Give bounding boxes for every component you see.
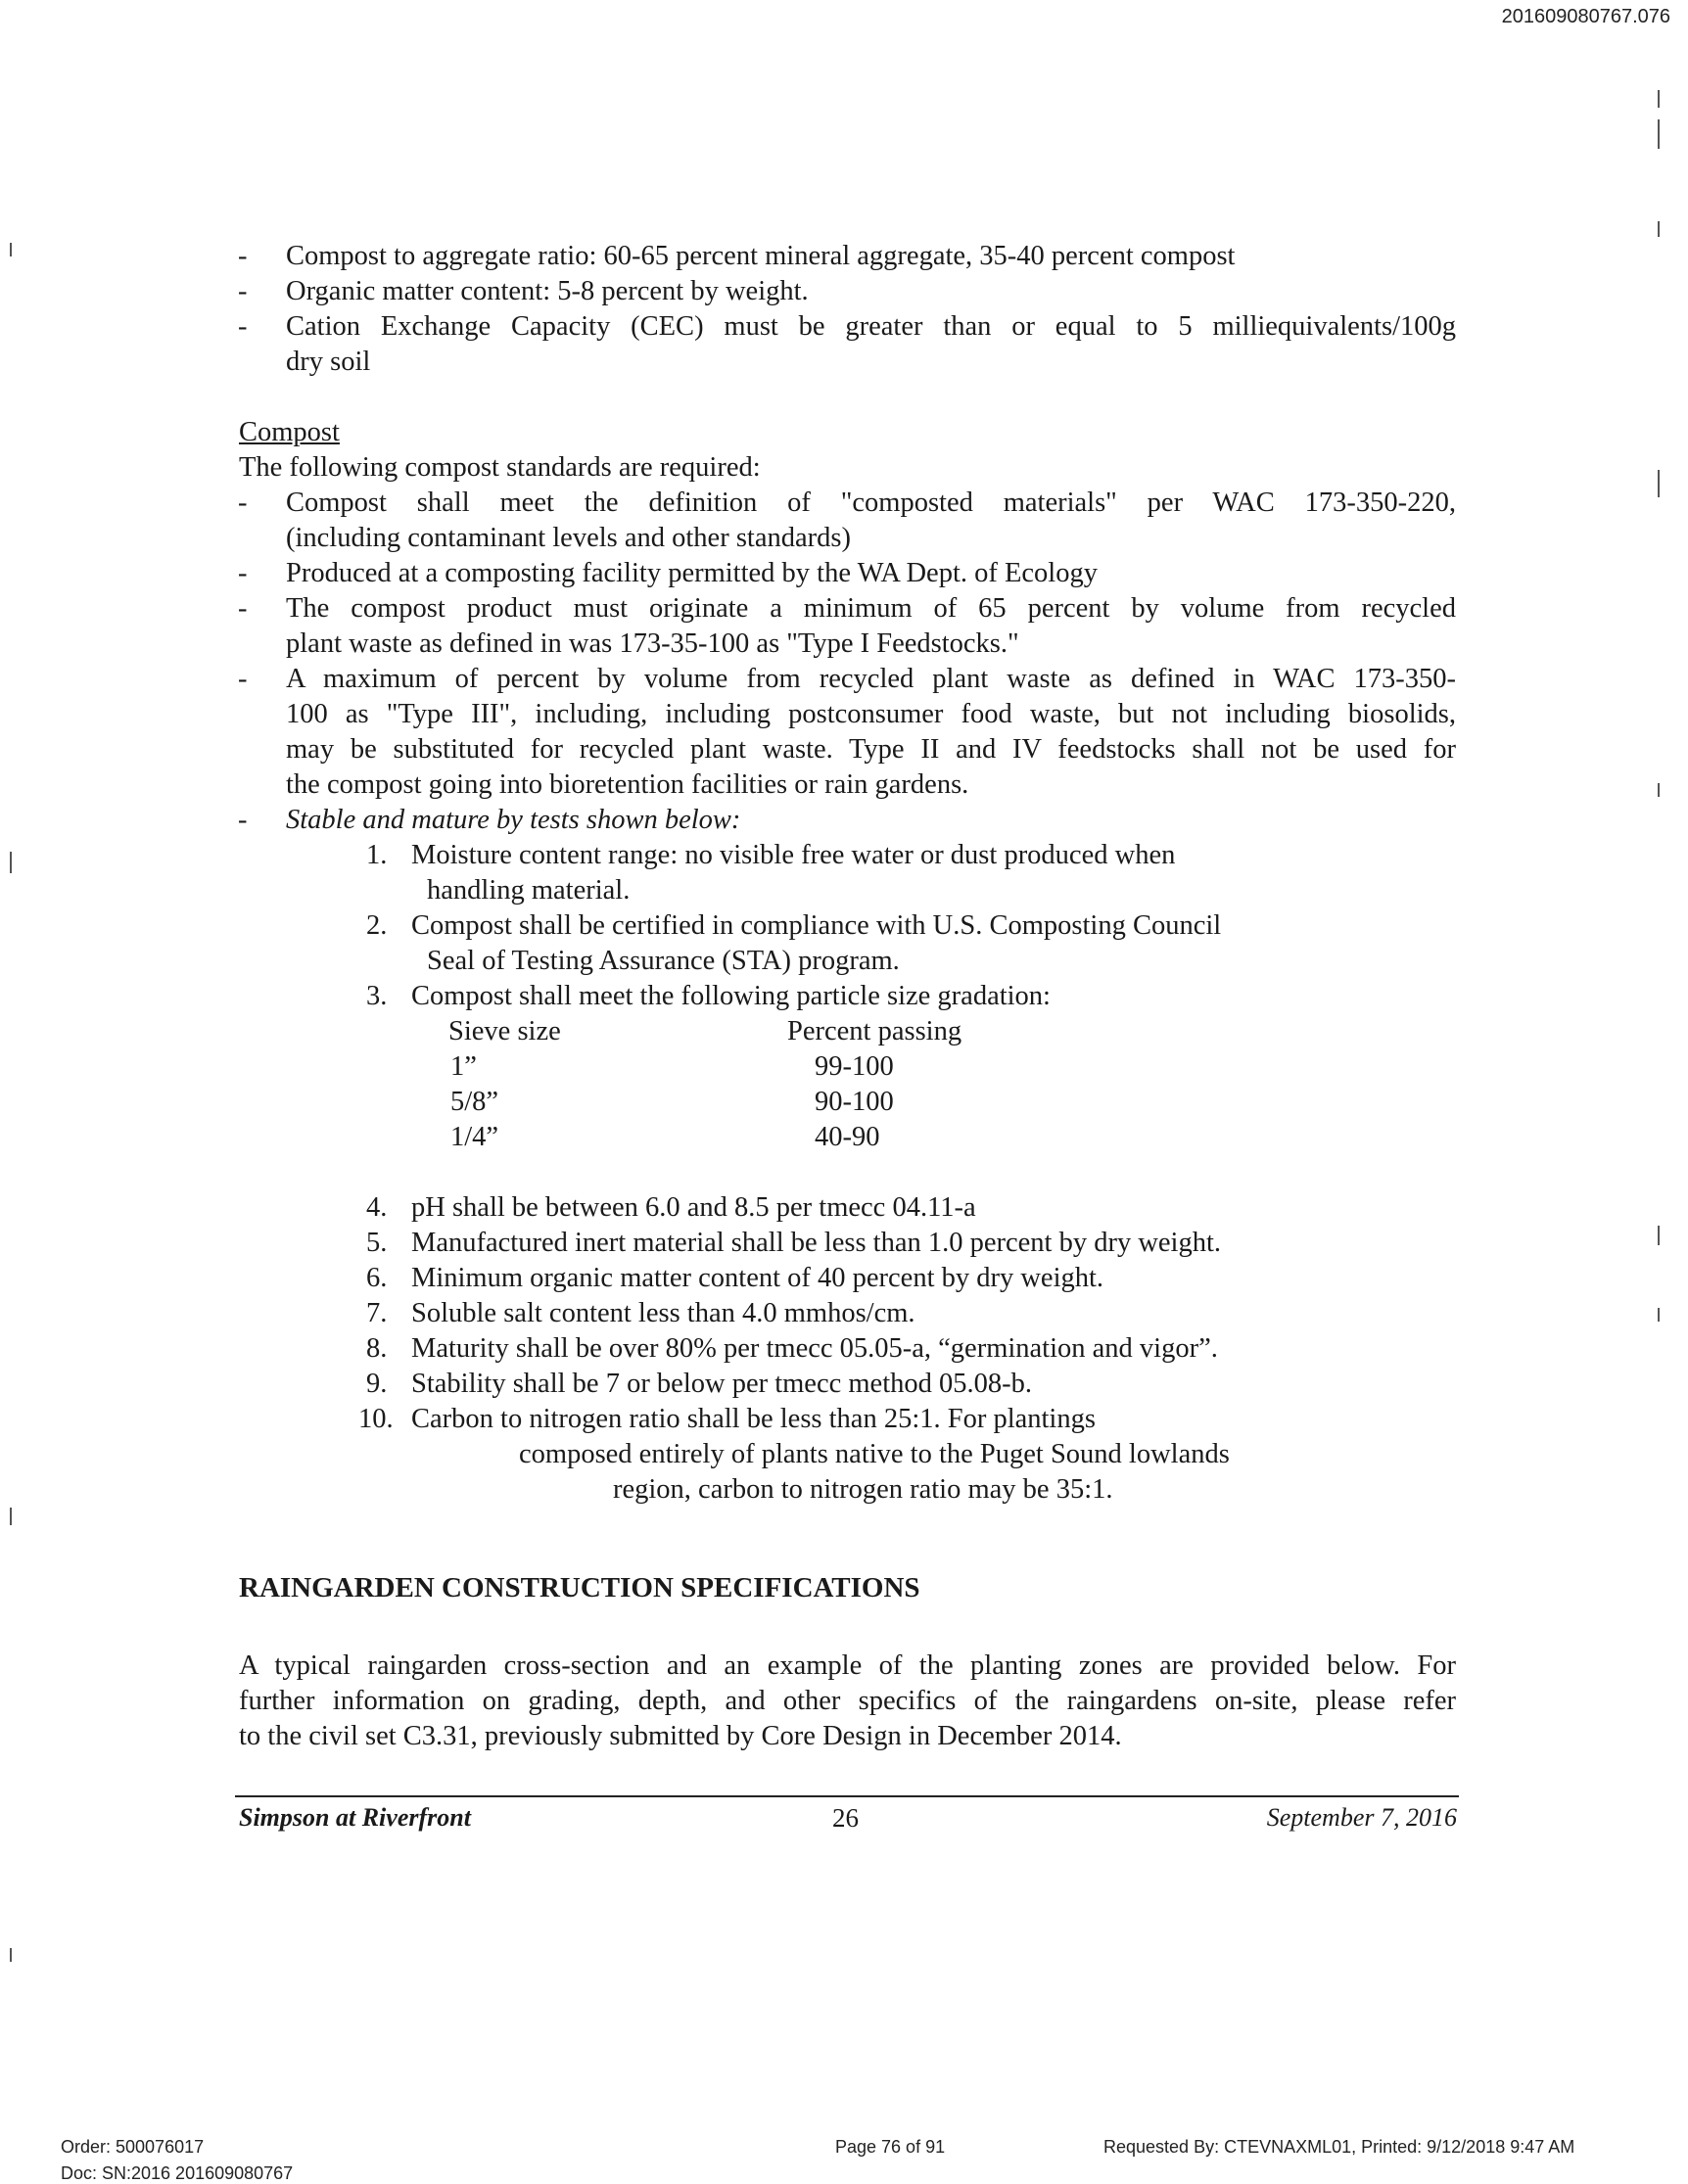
footer-project-name: Simpson at Riverfront [239, 1803, 471, 1832]
table-header: Percent passing [787, 1016, 962, 1046]
scan-mark [1658, 1226, 1660, 1245]
table-cell: 5/8” [450, 1087, 499, 1117]
footer-date: September 7, 2016 [1266, 1803, 1457, 1832]
item-number: 3. [366, 981, 388, 1011]
table-cell: 99-100 [815, 1051, 894, 1082]
test-item-continuation: handling material. [427, 875, 631, 906]
scan-mark [10, 852, 12, 873]
test-item-continuation: Seal of Testing Assurance (STA) program. [427, 946, 900, 976]
list-item: Produced at a composting facility permitted by the WA Dept. of Ecology [286, 558, 1098, 588]
compost-heading: Compost [239, 417, 340, 447]
test-item: Carbon to nitrogen ratio shall be less than 25:1. For plantings [411, 1404, 1096, 1434]
test-item: Maturity shall be over 80% per tmecc 05.05-a, “germination and vigor”. [411, 1333, 1218, 1364]
scan-mark [1658, 783, 1660, 797]
test-item-continuation: composed entirely of plants native to the Puget Sound lowlands [519, 1439, 1230, 1469]
page-count: Page 76 of 91 [835, 2137, 946, 2157]
footer-page-number: 26 [832, 1803, 859, 1833]
table-cell: 1” [450, 1051, 477, 1082]
scan-mark [10, 1508, 12, 1525]
table-cell: 1/4” [450, 1122, 499, 1152]
table-cell: 90-100 [815, 1087, 894, 1117]
test-item: Stability shall be 7 or below per tmecc method 05.08-b. [411, 1369, 1032, 1399]
list-dash: - [238, 311, 248, 342]
order-number: Order: 500076017 [61, 2137, 205, 2157]
compost-intro: The following compost standards are required: [239, 452, 761, 483]
test-item: Moisture content range: no visible free water or dust produced when [411, 840, 1176, 870]
paragraph-line: A typical raingarden cross-section and an example of the planting zones are provided below. For [239, 1650, 1456, 1681]
document-stamp: 201609080767.076 [1501, 6, 1670, 27]
list-item: The compost product must originate a minimum of 65 percent by volume from recycled [286, 593, 1456, 624]
list-item: Cation Exchange Capacity (CEC) must be greater than or equal to 5 milliequivalents/100g [286, 311, 1456, 342]
item-number: 7. [366, 1298, 388, 1328]
test-item: Soluble salt content less than 4.0 mmhos/cm. [411, 1298, 915, 1328]
item-number: 6. [366, 1263, 388, 1293]
list-item: Stable and mature by tests shown below: [286, 805, 741, 835]
scan-mark [1658, 90, 1660, 108]
scan-mark [1658, 221, 1660, 237]
test-item: Compost shall be certified in compliance with U.S. Composting Council [411, 910, 1222, 941]
list-item: Organic matter content: 5-8 percent by weight. [286, 276, 809, 306]
scan-mark [1658, 119, 1660, 149]
list-item-continuation: the compost going into bioretention facilities or rain gardens. [286, 769, 969, 800]
list-item: A maximum of percent by volume from recycled plant waste as defined in WAC 173-350- [286, 664, 1456, 694]
item-number: 2. [366, 910, 388, 941]
item-number: 1. [366, 840, 388, 870]
list-item-continuation: (including contaminant levels and other standards) [286, 523, 851, 553]
list-item-continuation: plant waste as defined in was 173-35-100 as "Type I Feedstocks." [286, 628, 1019, 659]
list-item: Compost shall meet the definition of "composted materials" per WAC 173-350-220, [286, 488, 1456, 518]
paragraph-line: further information on grading, depth, and other specifics of the raingardens on-site, please refer [239, 1686, 1456, 1716]
table-header: Sieve size [448, 1016, 561, 1046]
scan-mark [1658, 470, 1660, 497]
list-item-continuation: 100 as "Type III", including, including postconsumer food waste, but not including biosolids, [286, 699, 1456, 729]
test-item: Compost shall meet the following particle size gradation: [411, 981, 1051, 1011]
footer-rule [235, 1795, 1459, 1797]
list-dash: - [238, 593, 248, 624]
list-dash: - [238, 241, 248, 271]
test-item-continuation: region, carbon to nitrogen ratio may be 35:1. [613, 1474, 1113, 1505]
section-heading: RAINGARDEN CONSTRUCTION SPECIFICATIONS [239, 1572, 920, 1603]
paragraph-line: to the civil set C3.31, previously submitted by Core Design in December 2014. [239, 1721, 1122, 1751]
list-dash: - [238, 805, 248, 835]
item-number: 10. [358, 1404, 394, 1434]
doc-number: Doc: SN:2016 201609080767 [61, 2163, 294, 2183]
list-dash: - [238, 276, 248, 306]
item-number: 5. [366, 1228, 388, 1258]
list-item-continuation: may be substituted for recycled plant waste. Type II and IV feedstocks shall not be used for [286, 734, 1456, 765]
list-dash: - [238, 664, 248, 694]
item-number: 9. [366, 1369, 388, 1399]
item-number: 4. [366, 1192, 388, 1223]
scan-mark [1658, 1308, 1660, 1322]
print-info: Requested By: CTEVNAXML01, Printed: 9/12/2018 9:47 AM [1103, 2137, 1575, 2157]
scan-mark [10, 243, 12, 256]
test-item: pH shall be between 6.0 and 8.5 per tmecc 04.11-a [411, 1192, 976, 1223]
test-item: Minimum organic matter content of 40 percent by dry weight. [411, 1263, 1104, 1293]
item-number: 8. [366, 1333, 388, 1364]
list-item-continuation: dry soil [286, 347, 371, 377]
list-dash: - [238, 488, 248, 518]
test-item: Manufactured inert material shall be less than 1.0 percent by dry weight. [411, 1228, 1222, 1258]
scan-mark [10, 1948, 12, 1962]
list-dash: - [238, 558, 248, 588]
table-cell: 40-90 [815, 1122, 880, 1152]
list-item: Compost to aggregate ratio: 60-65 percent mineral aggregate, 35-40 percent compost [286, 241, 1236, 271]
